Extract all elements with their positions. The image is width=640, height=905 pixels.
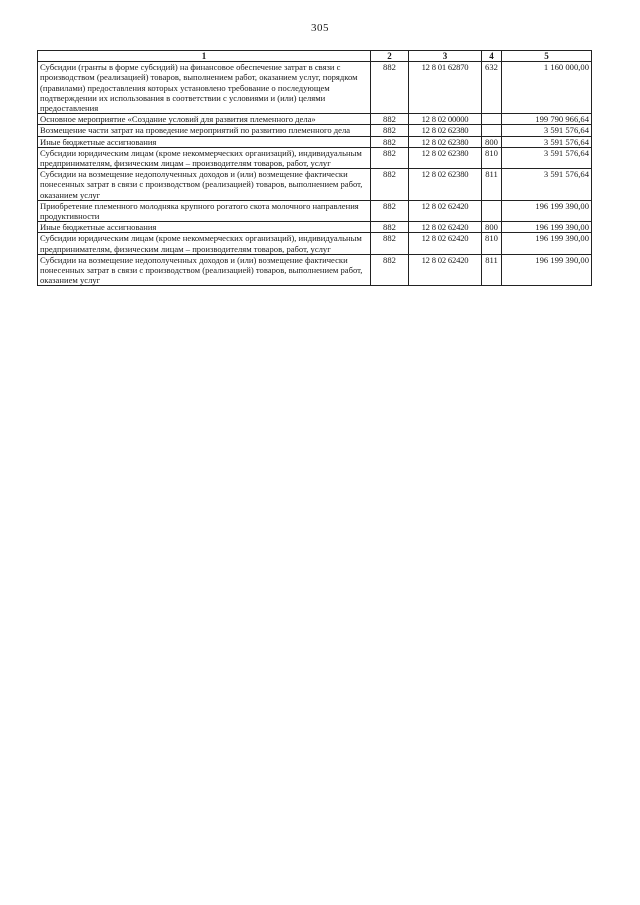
row-vr xyxy=(482,200,502,221)
row-vr: 810 xyxy=(482,147,502,168)
row-name: Иные бюджетные ассигнования xyxy=(38,136,371,147)
budget-table xyxy=(37,50,592,286)
row-code: 882 xyxy=(371,254,409,286)
table-row xyxy=(38,254,592,286)
row-code: 882 xyxy=(371,222,409,233)
row-csr: 12 8 02 62420 xyxy=(409,254,482,286)
table-row xyxy=(38,147,592,168)
row-csr: 12 8 02 62380 xyxy=(409,169,482,201)
row-name: Субсидии на возмещение недополученных доходов и (или) возмещение фактически понесенных затрат в связи с производством (реализацией) товаров, выполнением работ, оказанием услуг xyxy=(38,169,371,201)
row-amount: 196 199 390,00 xyxy=(502,254,592,286)
row-amount: 199 790 966,64 xyxy=(502,114,592,125)
table-row xyxy=(38,62,592,114)
row-amount: 3 591 576,64 xyxy=(502,169,592,201)
row-csr: 12 8 02 62420 xyxy=(409,233,482,254)
row-code: 882 xyxy=(371,125,409,136)
table-row xyxy=(38,136,592,147)
row-vr xyxy=(482,125,502,136)
row-csr: 12 8 02 62380 xyxy=(409,147,482,168)
row-amount: 3 591 576,64 xyxy=(502,125,592,136)
row-code: 882 xyxy=(371,169,409,201)
row-vr: 811 xyxy=(482,254,502,286)
table-row xyxy=(38,222,592,233)
table-row xyxy=(38,169,592,201)
table-row xyxy=(38,114,592,125)
row-name: Возмещение части затрат на проведение мероприятий по развитию племенного дела xyxy=(38,125,371,136)
row-name: Основное мероприятие «Создание условий для развития племенного дела» xyxy=(38,114,371,125)
column-header-amount: 5 xyxy=(502,51,592,62)
row-code: 882 xyxy=(371,136,409,147)
row-vr: 811 xyxy=(482,169,502,201)
row-vr: 810 xyxy=(482,233,502,254)
row-csr: 12 8 02 00000 xyxy=(409,114,482,125)
row-amount: 3 591 576,64 xyxy=(502,136,592,147)
row-amount: 196 199 390,00 xyxy=(502,233,592,254)
table-row xyxy=(38,125,592,136)
row-vr xyxy=(482,114,502,125)
row-name: Субсидии юридическим лицам (кроме некоммерческих организаций), индивидуальным предпринимателям, физическим лицам – производителям товаров, работ, услуг xyxy=(38,233,371,254)
row-name: Субсидии юридическим лицам (кроме некоммерческих организаций), индивидуальным предпринимателям, физическим лицам – производителям товаров, работ, услуг xyxy=(38,147,371,168)
row-vr: 800 xyxy=(482,222,502,233)
row-vr: 632 xyxy=(482,62,502,114)
column-header-name: 1 xyxy=(38,51,371,62)
row-code: 882 xyxy=(371,233,409,254)
column-header-csr: 3 xyxy=(409,51,482,62)
row-amount: 196 199 390,00 xyxy=(502,222,592,233)
table-row xyxy=(38,200,592,221)
row-name: Приобретение племенного молодняка крупного рогатого скота молочного направления продуктивности xyxy=(38,200,371,221)
column-header-code: 2 xyxy=(371,51,409,62)
row-code: 882 xyxy=(371,114,409,125)
row-csr: 12 8 02 62380 xyxy=(409,125,482,136)
column-header-vr: 4 xyxy=(482,51,502,62)
row-name: Субсидии (гранты в форме субсидий) на финансовое обеспечение затрат в связи с производством (реализацией) товаров, выполнением работ, оказанием услуг, порядком (правилами) предоставления которых установлено требование о последующем подтверждении их использования в соответствии с условиями и (или) целями предоставления xyxy=(38,62,371,114)
row-name: Иные бюджетные ассигнования xyxy=(38,222,371,233)
row-csr: 12 8 02 62380 xyxy=(409,136,482,147)
row-csr: 12 8 02 62420 xyxy=(409,200,482,221)
row-csr: 12 8 02 62420 xyxy=(409,222,482,233)
table-header-row xyxy=(38,51,592,62)
row-name: Субсидии на возмещение недополученных доходов и (или) возмещение фактически понесенных затрат в связи с производством (реализацией) товаров, выполнением работ, оказанием услуг xyxy=(38,254,371,286)
row-amount: 1 160 000,00 xyxy=(502,62,592,114)
row-code: 882 xyxy=(371,200,409,221)
row-amount: 3 591 576,64 xyxy=(502,147,592,168)
row-amount: 196 199 390,00 xyxy=(502,200,592,221)
row-vr: 800 xyxy=(482,136,502,147)
table-row xyxy=(38,233,592,254)
row-code: 882 xyxy=(371,147,409,168)
row-code: 882 xyxy=(371,62,409,114)
row-csr: 12 8 01 62870 xyxy=(409,62,482,114)
page-number: 305 xyxy=(311,22,329,34)
